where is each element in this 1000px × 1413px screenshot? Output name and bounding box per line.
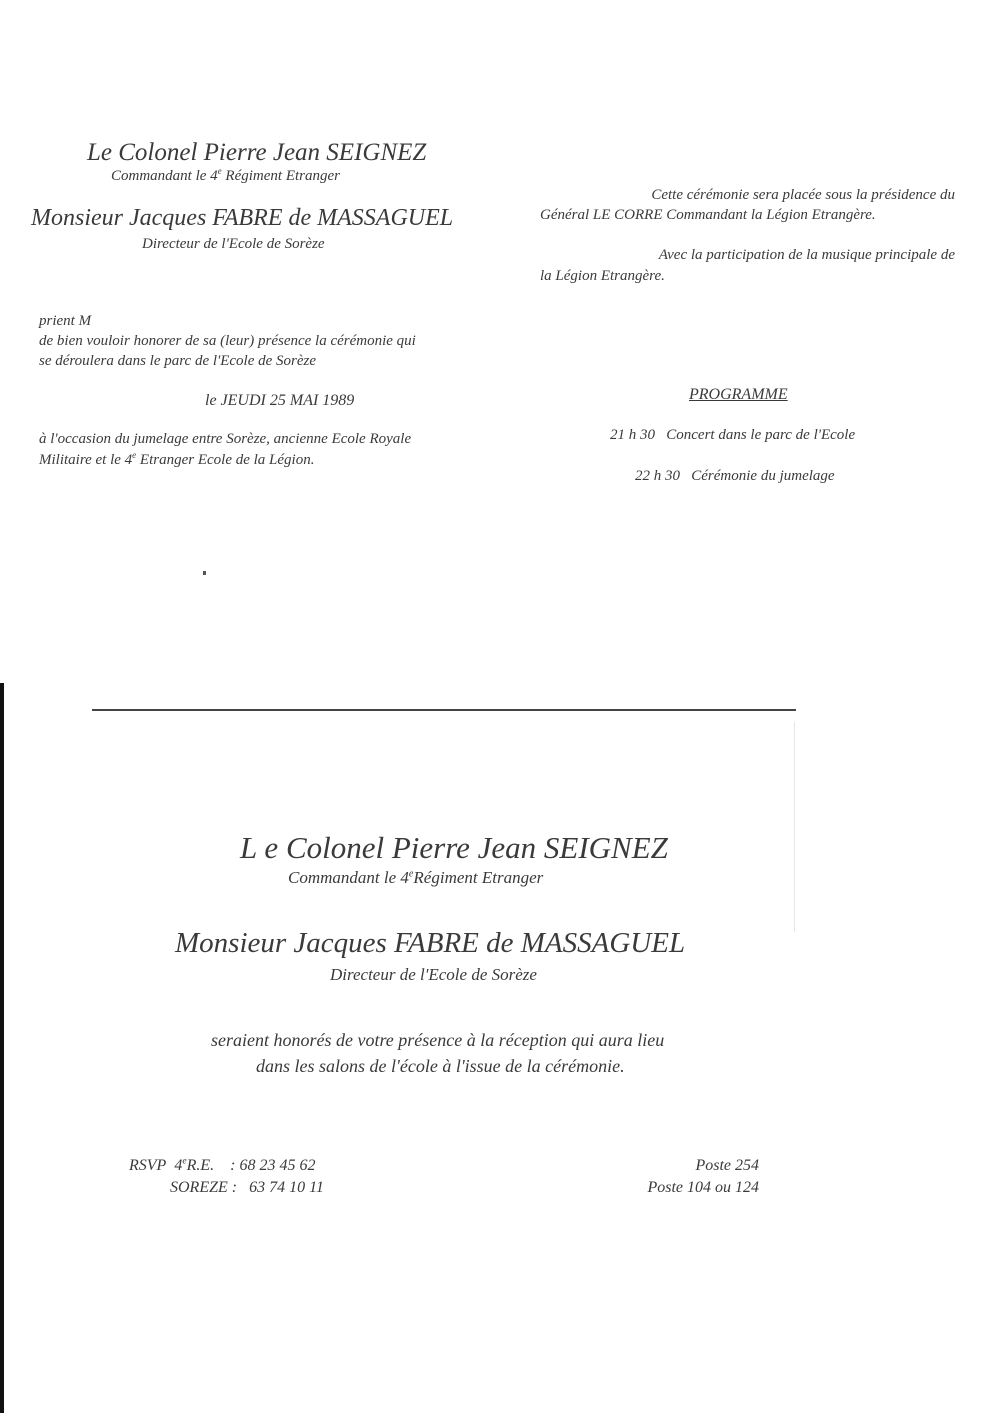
music-line-1: Avec la participation de la musique principale de xyxy=(658,247,955,263)
rsvp-4re-row xyxy=(129,1157,315,1175)
request-line-2: de bien vouloir honorer de sa (leur) présence la cérémonie qui xyxy=(39,333,416,349)
scan-speck xyxy=(203,571,206,575)
card-edge-line xyxy=(794,722,795,932)
rsvp-soreze-label: SOREZE : xyxy=(170,1179,238,1196)
request-line-3: se déroulera dans le parc de l'Ecole de Sorèze xyxy=(39,353,317,369)
host2-name: Monsieur Jacques FABRE de MASSAGUEL xyxy=(31,205,454,231)
reception-host2-name: Monsieur Jacques FABRE de MASSAGUEL xyxy=(175,927,686,959)
occasion-line-1: à l'occasion du jumelage entre Sorèze, ancienne Ecole Royale xyxy=(39,431,412,447)
rsvp-4re-phone: : 68 23 45 62 xyxy=(230,1157,316,1174)
reception-host1-name: L e Colonel Pierre Jean SEIGNEZ xyxy=(240,830,668,865)
programme-item xyxy=(635,468,835,485)
occasion-line-2: Militaire et le 4e Etranger Ecole de la Légion. xyxy=(39,450,315,468)
reception-host1-title: Commandant le 4eRégiment Etranger xyxy=(288,868,544,887)
scan-edge-bar xyxy=(0,683,4,1413)
host1-title: Commandant le 4e Régiment Etranger xyxy=(111,166,340,184)
programme-time: 21 h 30 xyxy=(610,427,655,443)
programme-event: Concert dans le parc de l'Ecole xyxy=(666,427,856,443)
host1-name: Le Colonel Pierre Jean SEIGNEZ xyxy=(87,139,427,166)
programme-time: 22 h 30 xyxy=(635,468,680,484)
presidence-line-2: Général LE CORRE Commandant la Légion Etrangère. xyxy=(540,207,876,223)
poste-2: Poste 104 ou 124 xyxy=(647,1179,759,1196)
music-line-2: la Légion Etrangère. xyxy=(540,268,665,284)
ceremony-date: le JEUDI 25 MAI 1989 xyxy=(205,392,355,409)
rsvp-label: RSVP xyxy=(129,1157,167,1174)
request-line-1: prient M xyxy=(39,313,92,329)
reception-host2-title: Directeur de l'Ecole de Sorèze xyxy=(330,965,537,984)
programme-event: Cérémonie du jumelage xyxy=(691,468,835,484)
presidence-line-1: Cette cérémonie sera placée sous la présidence du xyxy=(651,187,955,203)
card-separator-rule xyxy=(92,709,796,711)
host2-title: Directeur de l'Ecole de Sorèze xyxy=(142,236,325,252)
programme-item xyxy=(610,427,855,444)
programme-heading: PROGRAMME xyxy=(689,386,788,403)
rsvp-soreze-row xyxy=(170,1179,324,1197)
reception-line-1: seraient honorés de votre présence à la réception qui aura lieu xyxy=(211,1030,665,1050)
reception-line-2: dans les salons de l'école à l'issue de la cérémonie. xyxy=(256,1056,625,1076)
poste-1: Poste 254 xyxy=(695,1157,759,1174)
rsvp-soreze-phone: 63 74 10 11 xyxy=(249,1179,324,1196)
rsvp-4re-label: 4eR.E. xyxy=(174,1155,215,1174)
